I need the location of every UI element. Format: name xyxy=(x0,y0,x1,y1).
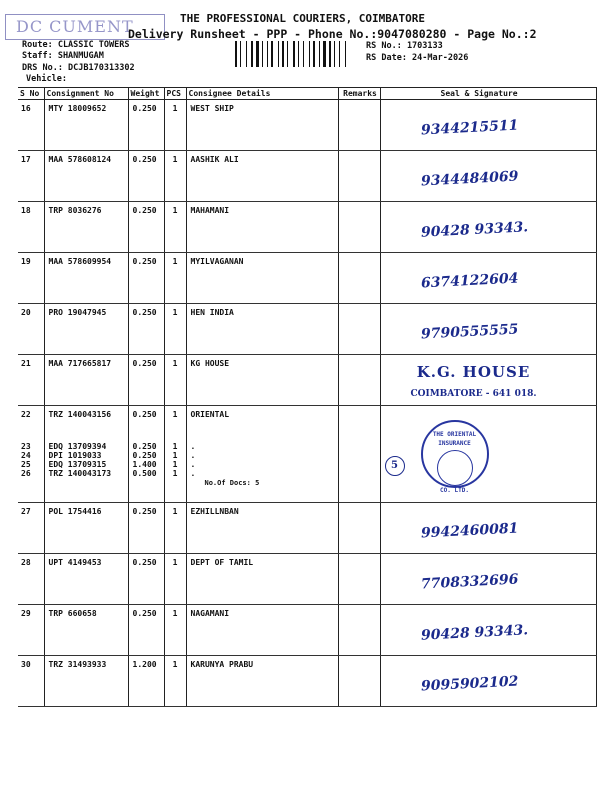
row-consignment-no: TRP 660658 xyxy=(44,605,128,656)
barcode-bar xyxy=(254,41,255,67)
group-weight-line: 0.250 xyxy=(132,451,157,460)
row-consignment-no: MAA 578608124 xyxy=(44,151,128,202)
signature-cell xyxy=(380,554,596,605)
barcode-bar xyxy=(242,41,245,67)
barcode-bar xyxy=(303,41,304,67)
table-row xyxy=(18,355,596,406)
row-weight: 0.250 xyxy=(128,100,164,151)
vehicle-label: Vehicle: xyxy=(26,74,67,84)
row-consignee: WEST SHIP xyxy=(186,100,338,151)
row-consignee: EZHILLNBAN xyxy=(186,503,338,554)
handwritten-signature: 9344215511 xyxy=(420,117,519,139)
row-remarks xyxy=(338,304,380,355)
group-pcs-line: 1 xyxy=(172,460,178,469)
group-sno xyxy=(18,406,44,503)
barcode-bar xyxy=(260,41,261,67)
barcode-bar xyxy=(345,41,346,67)
group-pcs-line: 1 xyxy=(172,469,178,478)
barcode-bar xyxy=(327,41,328,67)
docs-count-note: No.Of Docs: 5 xyxy=(204,479,260,487)
handwritten-signature: 9344484069 xyxy=(420,168,519,190)
row-weight: 0.250 xyxy=(128,554,164,605)
barcode-bar xyxy=(334,41,335,67)
row-pcs: 1 xyxy=(164,304,186,355)
col-consignment: Consignment No xyxy=(44,88,128,100)
handwritten-signature: 6374122604 xyxy=(420,270,519,292)
barcode-bar xyxy=(300,41,302,67)
barcode-bar xyxy=(289,41,292,67)
barcode-bar xyxy=(305,41,308,67)
handwritten-signature: 9942460081 xyxy=(420,520,519,542)
seal-text-top: THE ORIENTAL INSURANCE xyxy=(432,431,477,447)
group-weight-line: 0.250 xyxy=(132,442,157,451)
barcode-bar xyxy=(251,41,253,67)
seal-text-bottom: CO. LTD. xyxy=(440,487,469,494)
group-weight-line: 0.500 xyxy=(132,469,157,478)
table-row xyxy=(18,503,596,554)
row-weight: 0.250 xyxy=(128,253,164,304)
barcode-bar xyxy=(285,41,286,67)
signature-cell xyxy=(380,503,596,554)
barcode-bar xyxy=(347,41,349,67)
row-sno: 30 xyxy=(18,656,44,707)
row-remarks xyxy=(338,355,380,406)
staff-label: Staff: SHANMUGAM xyxy=(22,51,104,61)
table-row xyxy=(18,151,596,202)
group-consignee-line: . xyxy=(190,469,196,478)
runsheet-table xyxy=(18,87,597,707)
row-consignee: KARUNYA PRABU xyxy=(186,656,338,707)
signature-cell xyxy=(380,656,596,707)
col-weight: Weight xyxy=(128,88,164,100)
row-pcs: 1 xyxy=(164,355,186,406)
col-consignee: Consignee Details xyxy=(186,88,338,100)
circle-number: 5 xyxy=(385,456,405,476)
row-consignee: MYILVAGANAN xyxy=(186,253,338,304)
table-row xyxy=(18,202,596,253)
kg-house-stamp xyxy=(411,363,537,399)
row-sno: 21 xyxy=(18,355,44,406)
row-consignment-no: MTY 18009652 xyxy=(44,100,128,151)
handwritten-signature: 90428 93343. xyxy=(420,622,529,644)
row-weight: 0.250 xyxy=(128,304,164,355)
barcode-bar xyxy=(321,41,322,67)
group-sno-line: 25 xyxy=(21,460,31,469)
barcode-bar xyxy=(269,41,270,67)
table-row xyxy=(18,253,596,304)
group-remarks xyxy=(338,406,380,503)
row-remarks xyxy=(338,100,380,151)
barcode-bar xyxy=(336,41,338,67)
rs-number: RS No.: 1703133 xyxy=(366,41,443,51)
seal-inner-ring xyxy=(437,450,473,486)
barcode-bar xyxy=(238,41,239,67)
group-consignment-no-line: EDQ 13709315 xyxy=(48,460,107,469)
barcode-bar xyxy=(309,41,310,67)
row-sno: 17 xyxy=(18,151,44,202)
signature-cell xyxy=(380,151,596,202)
group-sno-line: 22 xyxy=(21,410,31,419)
row-consignment-no: PRO 19047945 xyxy=(44,304,128,355)
barcode-bar xyxy=(311,41,312,67)
barcode-bar xyxy=(256,41,259,67)
kg-house-name: K.G. HOUSE xyxy=(416,363,531,381)
signature-cell xyxy=(380,355,596,406)
row-remarks xyxy=(338,656,380,707)
row-consignment-no: POL 1754416 xyxy=(44,503,128,554)
group-consignment-no-line: DPI 1019033 xyxy=(48,451,102,460)
row-sno: 27 xyxy=(18,503,44,554)
barcode-bar xyxy=(282,41,284,67)
table-row xyxy=(18,304,596,355)
group-consignment-no-line: EDQ 13709394 xyxy=(48,442,107,451)
group-consignee-line: . xyxy=(190,451,196,460)
row-sno: 20 xyxy=(18,304,44,355)
table-row xyxy=(18,605,596,656)
row-consignment-no: TRZ 31493933 xyxy=(44,656,128,707)
handwritten-signature: 7708332696 xyxy=(420,571,519,593)
barcode-bar xyxy=(339,41,340,67)
col-sno: S No xyxy=(18,88,44,100)
barcode-bar xyxy=(274,41,277,67)
row-consignee: NAGAMANI xyxy=(186,605,338,656)
barcode-bar xyxy=(248,41,250,67)
table-header-row xyxy=(18,88,596,100)
barcode xyxy=(235,41,360,67)
document-stamp: DC CUMENT xyxy=(5,14,165,40)
row-remarks xyxy=(338,202,380,253)
group-pcs xyxy=(164,406,186,503)
row-sno: 19 xyxy=(18,253,44,304)
group-consignee-line: ORIENTAL xyxy=(190,410,230,419)
barcode-bar xyxy=(246,41,247,67)
barcode-bar xyxy=(316,41,318,67)
barcode-bar xyxy=(341,41,344,67)
row-consignment-no: MAA 578609954 xyxy=(44,253,128,304)
barcode-bar xyxy=(278,41,279,67)
row-weight: 0.250 xyxy=(128,202,164,253)
barcode-bar xyxy=(298,41,299,67)
row-sno: 18 xyxy=(18,202,44,253)
row-pcs: 1 xyxy=(164,605,186,656)
drs-label: DRS No.: DCJB170313302 xyxy=(22,63,135,73)
barcode-bar xyxy=(332,41,333,67)
signature-cell xyxy=(380,605,596,656)
barcode-bar xyxy=(264,41,266,67)
grouped-row xyxy=(18,406,596,503)
row-sno: 16 xyxy=(18,100,44,151)
oriental-insurance-seal xyxy=(421,420,489,494)
row-remarks xyxy=(338,151,380,202)
row-consignee: MAHAMANI xyxy=(186,202,338,253)
row-weight: 0.250 xyxy=(128,355,164,406)
handwritten-signature: 9095902102 xyxy=(420,673,519,695)
col-pcs: PCS xyxy=(164,88,186,100)
barcode-bar xyxy=(240,41,241,67)
row-consignment-no: MAA 717665817 xyxy=(44,355,128,406)
row-pcs: 1 xyxy=(164,151,186,202)
company-title: THE PROFESSIONAL COURIERS, COIMBATORE xyxy=(180,12,426,25)
rs-date: RS Date: 24-Mar-2026 xyxy=(366,53,469,63)
row-remarks xyxy=(338,554,380,605)
barcode-bar xyxy=(313,41,315,67)
barcode-bar xyxy=(319,41,320,67)
row-weight: 0.250 xyxy=(128,151,164,202)
barcode-bar xyxy=(296,41,297,67)
group-weight-line: 0.250 xyxy=(132,410,157,419)
barcode-bar xyxy=(323,41,326,67)
row-pcs: 1 xyxy=(164,503,186,554)
group-consignment-no-line: TRZ 140043173 xyxy=(48,469,112,478)
barcode-bar xyxy=(235,41,237,67)
row-consignee: DEPT OF TAMIL xyxy=(186,554,338,605)
row-consignee: KG HOUSE xyxy=(186,355,338,406)
row-consignment-no: TRP 8036276 xyxy=(44,202,128,253)
handwritten-signature: 9790555555 xyxy=(420,321,519,343)
group-sno-line: 26 xyxy=(21,469,31,478)
row-consignee: AASHIK ALI xyxy=(186,151,338,202)
group-pcs-line: 1 xyxy=(172,442,178,451)
group-consignee-line: . xyxy=(190,460,196,469)
signature-cell xyxy=(380,100,596,151)
runsheet-subtitle: Delivery Runsheet - PPP - Phone No.:9047080280 - Page No.:2 xyxy=(128,27,537,41)
row-remarks xyxy=(338,503,380,554)
group-signature-cell xyxy=(380,406,596,503)
table-row xyxy=(18,656,596,707)
row-pcs: 1 xyxy=(164,202,186,253)
barcode-bar xyxy=(329,41,331,67)
row-weight: 1.200 xyxy=(128,656,164,707)
row-sno: 29 xyxy=(18,605,44,656)
row-pcs: 1 xyxy=(164,656,186,707)
row-pcs: 1 xyxy=(164,253,186,304)
barcode-bar xyxy=(262,41,263,67)
group-weight-line: 1.400 xyxy=(132,460,157,469)
row-weight: 0.250 xyxy=(128,503,164,554)
group-consignee xyxy=(186,406,338,503)
group-pcs-line: 1 xyxy=(172,451,178,460)
barcode-bar xyxy=(293,41,295,67)
table-row xyxy=(18,100,596,151)
row-pcs: 1 xyxy=(164,554,186,605)
group-pcs-line: 1 xyxy=(172,410,178,419)
kg-house-city: COIMBATORE - 641 018. xyxy=(410,389,537,399)
group-consignment-no xyxy=(44,406,128,503)
col-remarks: Remarks xyxy=(338,88,380,100)
row-remarks xyxy=(338,253,380,304)
table-row xyxy=(18,554,596,605)
row-consignment-no: UPT 4149453 xyxy=(44,554,128,605)
group-consignment-no-line: TRZ 140043156 xyxy=(48,410,112,419)
barcode-bar xyxy=(287,41,288,67)
row-sno: 28 xyxy=(18,554,44,605)
signature-cell xyxy=(380,304,596,355)
group-weight xyxy=(128,406,164,503)
group-consignee-line: . xyxy=(190,442,196,451)
row-weight: 0.250 xyxy=(128,605,164,656)
row-consignee: HEN INDIA xyxy=(186,304,338,355)
signature-cell xyxy=(380,202,596,253)
barcode-bar xyxy=(271,41,273,67)
handwritten-signature: 90428 93343. xyxy=(420,219,529,241)
group-sno-line: 23 xyxy=(21,442,31,451)
row-pcs: 1 xyxy=(164,100,186,151)
signature-cell xyxy=(380,253,596,304)
group-sno-line: 24 xyxy=(21,451,31,460)
barcode-bar xyxy=(267,41,268,67)
barcode-bar xyxy=(280,41,281,67)
row-remarks xyxy=(338,605,380,656)
col-signature: Seal & Signature xyxy=(380,88,596,100)
route-label: Route: CLASSIC TOWERS xyxy=(22,40,130,50)
